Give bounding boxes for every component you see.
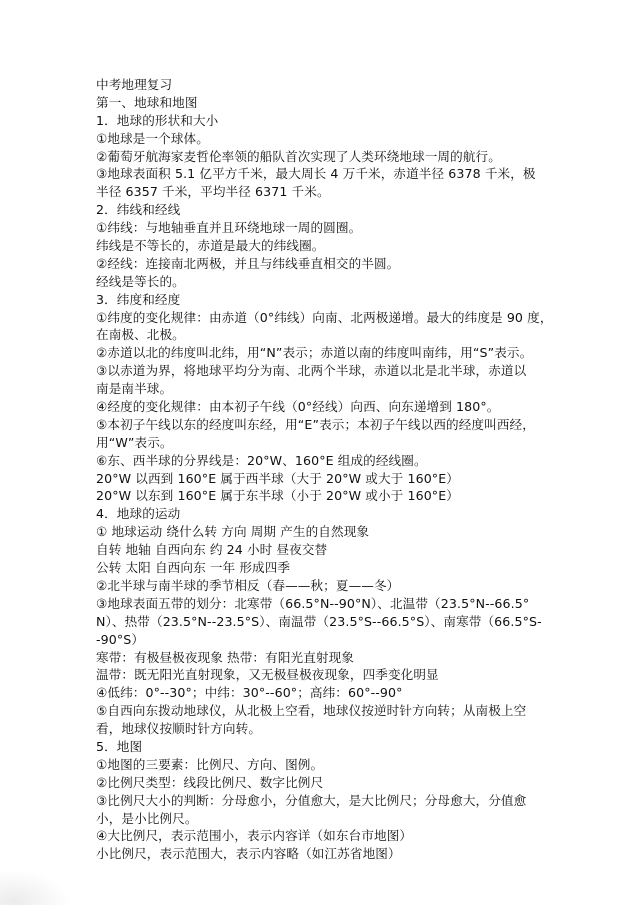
text-line: 公转 太阳 自西向东 一年 形成四季: [96, 560, 291, 576]
text-line: 温带：既无阳光直射现象，又无极昼极夜现象，四季变化明显: [96, 667, 439, 683]
text-line: 自转 地轴 自西向东 约 24 小时 昼夜交替: [96, 542, 328, 558]
document-title: 中考地理复习: [96, 77, 173, 92]
text-line: 半径 6357 千米，平均半径 6371 千米。: [96, 184, 330, 200]
document-body: [96, 76, 556, 863]
text-line: ②葡萄牙航海家麦哲伦率领的船队首次实现了人类环绕地球一周的航行。: [96, 148, 501, 164]
text-line: ⑤自西向东拨动地球仪，从北极上空看，地球仪按逆时针方向转；从南极上空: [96, 703, 527, 719]
text-line: ①地球是一个球体。: [96, 130, 209, 146]
section-heading-shape-size: 1．地球的形状和大小: [96, 112, 219, 128]
text-line: ①纬线：与地轴垂直并且环绕地球一周的圆圈。: [96, 220, 362, 236]
text-line: ⑤本初子午线以东的经度叫东经，用“E”表示；本初子午线以西的经度叫西经，: [96, 416, 535, 432]
text-line: ⑥东、西半球的分界线是：20°W、160°E 组成的经线圈。: [96, 452, 427, 468]
text-line: ②比例尺类型：线段比例尺、数字比例尺: [96, 774, 324, 790]
text-line: ④低纬：0°--30°；中纬：30°--60°；高纬：60°--90°: [96, 685, 403, 701]
text-line: 20°W 以东到 160°E 属于东半球（小于 20°W 或小于 160°E）: [96, 488, 459, 504]
text-line: ③地球表面五带的划分：北寒带（66.5°N--90°N）、北温带（23.5°N--66.5°: [96, 595, 530, 611]
corner-smudge: [0, 870, 70, 905]
text-line: ③以赤道为界，将地球平均分为南、北两个半球，赤道以北是北半球，赤道以: [96, 363, 527, 379]
text-line: ④大比例尺，表示范围小，表示内容详（如东台市地图）: [96, 828, 413, 844]
text-line: 经线是等长的。: [96, 273, 185, 289]
text-line: 小，是小比例尺。: [96, 810, 198, 826]
text-line: ②北半球与南半球的季节相反（春——秋；夏——冬）: [96, 577, 400, 593]
text-line: 在南极、北极。: [96, 327, 185, 343]
text-line: 看，地球仪按顺时针方向转。: [96, 721, 262, 737]
text-line: N）、热带（23.5°N--23.5°S）、南温带（23.5°S--66.5°S）、南寒带（66.5°S-: [96, 613, 542, 629]
text-line: ①地图的三要素：比例尺、方向、图例。: [96, 756, 324, 772]
text-line: ③比例尺大小的判断：分母愈小，分值愈大，是大比例尺；分母愈大，分值愈: [96, 792, 527, 808]
text-line: ④经度的变化规律：由本初子午线（0°经线）向西、向东递增到 180°。: [96, 399, 500, 415]
text-line: ②经线：连接南北两极，并且与纬线垂直相交的半圆。: [96, 255, 400, 271]
text-line: -90°S）: [96, 631, 145, 647]
section-heading-earth-motion: 4．地球的运动: [96, 506, 181, 522]
text-line: ③地球表面积 5.1 亿平方千米，最大周长 4 万千米，赤道半径 6378 千米，极: [96, 166, 536, 182]
text-line: ①纬度的变化规律：由赤道（0°纬线）向南、北两极递增。最大的纬度是 90 度，: [96, 309, 553, 325]
text-line: 纬线是不等长的，赤道是最大的纬线圈。: [96, 238, 325, 254]
section-heading-latitude-longitude-lines: 2．纬线和经线: [96, 202, 181, 218]
text-line: 南是南半球。: [96, 381, 173, 397]
text-line: ① 地球运动 绕什么转 方向 周期 产生的自然现象: [96, 524, 370, 540]
text-line: 小比例尺，表示范围大，表示内容略（如江苏省地图）: [96, 846, 401, 862]
text-line: ②赤道以北的纬度叫北纬，用“N”表示；赤道以南的纬度叫南纬，用“S”表示。: [96, 345, 533, 361]
text-line: 用“W”表示。: [96, 434, 173, 450]
section-heading-latitude-longitude-degrees: 3．纬度和经度: [96, 291, 181, 307]
section-heading-maps: 5．地图: [96, 738, 143, 754]
text-line: 寒带：有极昼极夜现象 热带：有阳光直射现象: [96, 649, 354, 665]
text-line: 20°W 以西到 160°E 属于西半球（大于 20°W 或大于 160°E）: [96, 470, 459, 486]
chapter-heading: 第一、地球和地图: [96, 94, 198, 110]
